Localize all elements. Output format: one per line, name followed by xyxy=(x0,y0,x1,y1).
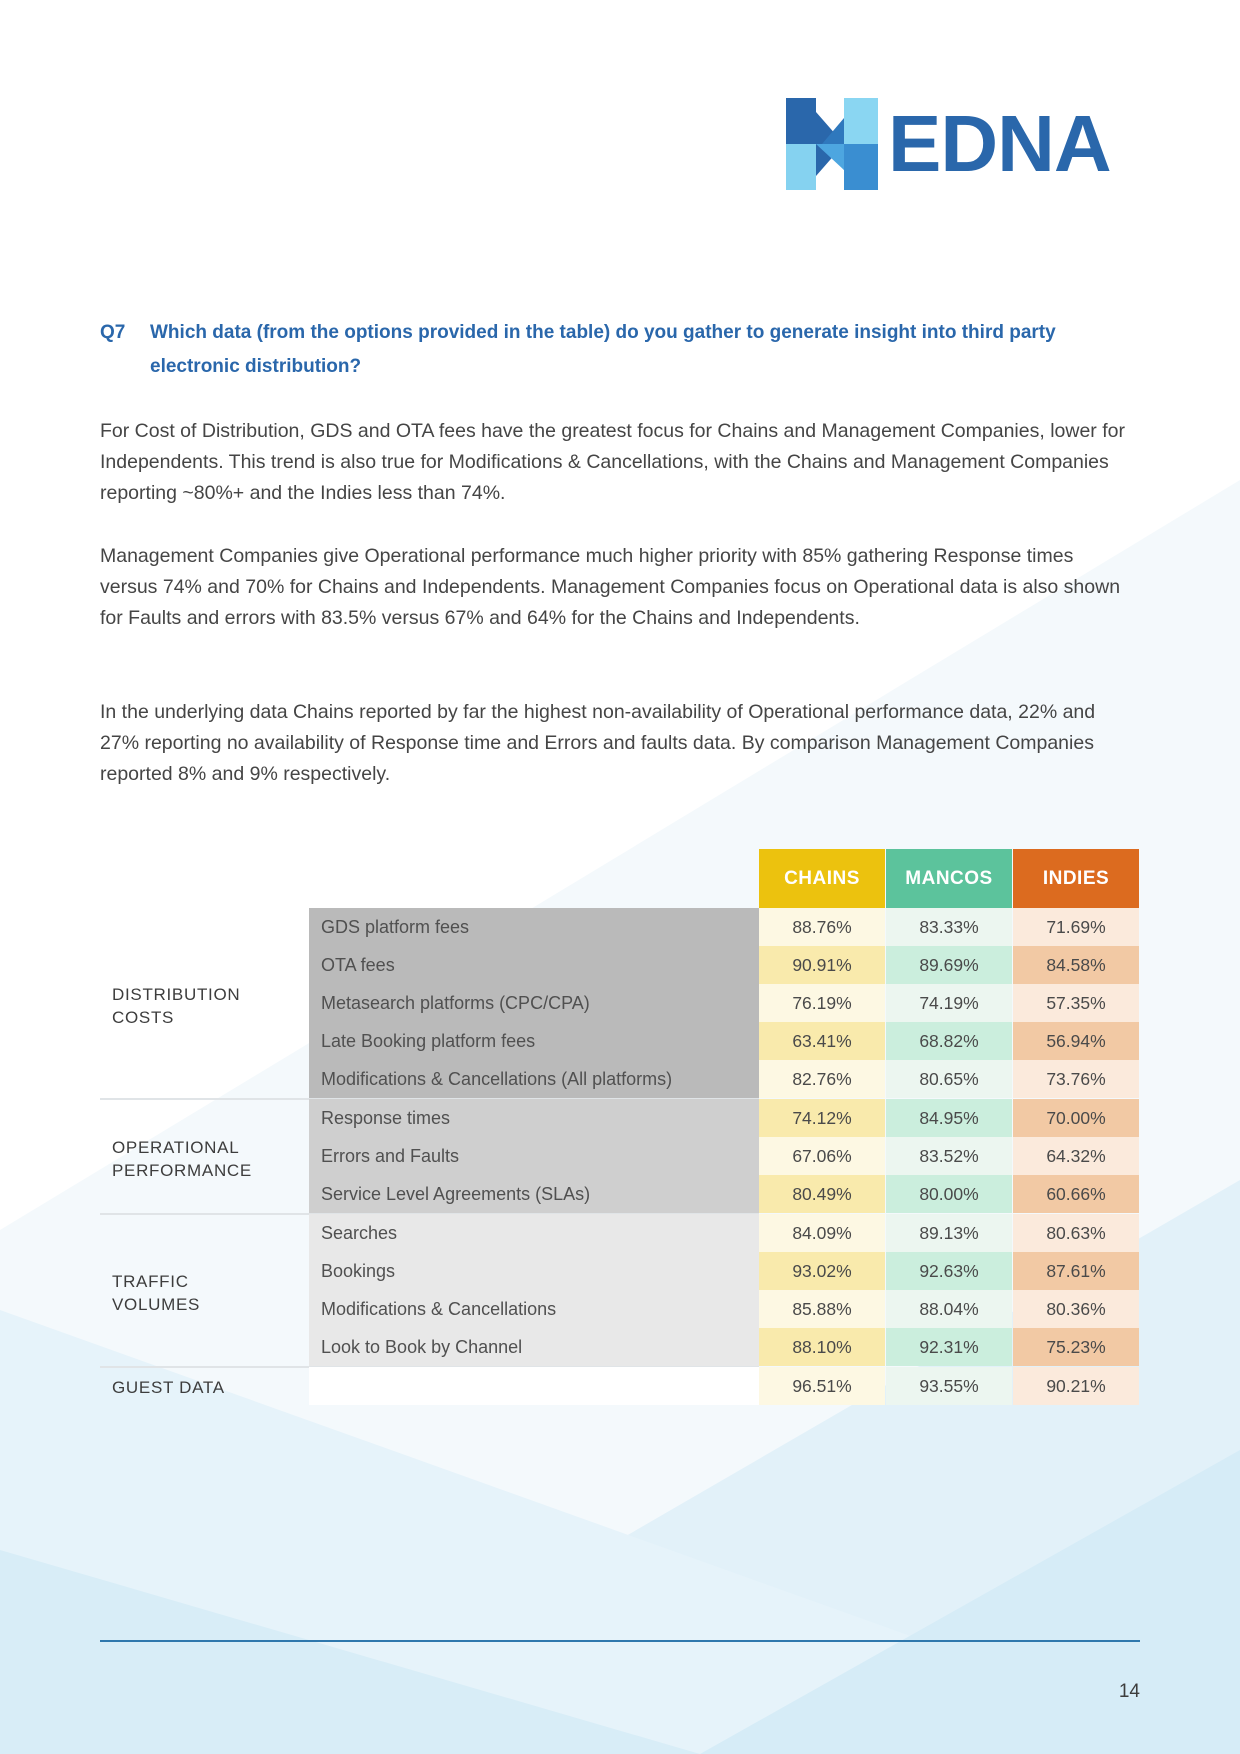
mancos-value: 83.52% xyxy=(886,1137,1012,1175)
chains-value: 93.02% xyxy=(759,1252,885,1290)
mancos-value: 92.31% xyxy=(886,1328,1012,1366)
chains-value: 88.10% xyxy=(759,1328,885,1366)
chains-value: 74.12% xyxy=(759,1099,885,1137)
table-row xyxy=(100,1099,1140,1137)
table-row xyxy=(100,1137,1140,1175)
question-number: Q7 xyxy=(100,322,126,343)
paragraph-non-availability: In the underlying data Chains reported by far the highest non-availability of Operational performance data, 22% and 27% reporting no availability of Response time and Errors and faults data. By comparison Management Companies reported 8% and 9% respectively. xyxy=(100,701,1096,785)
edna-logo xyxy=(786,98,1142,190)
chains-value: 96.51% xyxy=(759,1367,885,1405)
data-gathering-table xyxy=(100,849,1140,1409)
chains-value: 80.49% xyxy=(759,1175,885,1213)
indies-value: 84.58% xyxy=(1013,946,1139,984)
row-label: Modifications & Cancellations (All platforms) xyxy=(309,1060,759,1098)
row-label: Bookings xyxy=(309,1252,759,1290)
indies-value: 73.76% xyxy=(1013,1060,1139,1098)
mancos-value: 74.19% xyxy=(886,984,1012,1022)
group-label-line: DISTRIBUTION xyxy=(112,985,241,1004)
mancos-value: 80.65% xyxy=(886,1060,1012,1098)
table-row xyxy=(100,946,1140,984)
mancos-value: 89.13% xyxy=(886,1214,1012,1252)
indies-value: 80.63% xyxy=(1013,1214,1139,1252)
mancos-value: 88.04% xyxy=(886,1290,1012,1328)
row-label: OTA fees xyxy=(309,946,759,984)
indies-value: 60.66% xyxy=(1013,1175,1139,1213)
chains-value: 63.41% xyxy=(759,1022,885,1060)
chains-value: 67.06% xyxy=(759,1137,885,1175)
group-label-line: VOLUMES xyxy=(112,1295,201,1314)
column-header-chains: CHAINS xyxy=(759,849,885,908)
mancos-value: 68.82% xyxy=(886,1022,1012,1060)
indies-value: 71.69% xyxy=(1013,908,1139,946)
paragraph-operational-performance: Management Companies give Operational performance much higher priority with 85% gathering Response times versus 74% and 70% for Chains and Independents. Management Companies focus on Operational data is also shown for Faults and errors with 83.5% versus 67% and 64% for the Chains and Independents. xyxy=(100,545,1121,629)
mancos-value: 93.55% xyxy=(886,1367,1012,1405)
paragraph-cost-of-distribution: For Cost of Distribution, GDS and OTA fees have the greatest focus for Chains and Management Companies, lower for Independents. This trend is also true for Modifications & Cancellations, with the Chains and Management Companies reporting ~80%+ and the Indies less than 74%. xyxy=(100,420,1125,504)
group-label-line: OPERATIONAL xyxy=(112,1138,240,1157)
chains-value: 85.88% xyxy=(759,1290,885,1328)
chains-value: 84.09% xyxy=(759,1214,885,1252)
question-text: Which data (from the options provided in the table) do you gather to generate insight into third party electronic distribution? xyxy=(150,322,1056,377)
indies-value: 87.61% xyxy=(1013,1252,1139,1290)
table-row xyxy=(100,1367,1140,1405)
chains-value: 88.76% xyxy=(759,908,885,946)
row-label: Look to Book by Channel xyxy=(309,1328,759,1366)
group-label-line: PERFORMANCE xyxy=(112,1161,252,1180)
edna-logo-mark-icon xyxy=(786,98,878,190)
row-label: GDS platform fees xyxy=(309,908,759,946)
indies-value: 90.21% xyxy=(1013,1367,1139,1405)
logo-wordmark: EDNA xyxy=(888,99,1111,188)
table-row xyxy=(100,1022,1140,1060)
row-label: Searches xyxy=(309,1214,759,1252)
group-label-line: TRAFFIC xyxy=(112,1272,189,1291)
column-header-indies: INDIES xyxy=(1013,849,1139,908)
group-label-line: GUEST DATA xyxy=(112,1378,225,1397)
chains-value: 76.19% xyxy=(759,984,885,1022)
indies-value: 56.94% xyxy=(1013,1022,1139,1060)
row-label: Service Level Agreements (SLAs) xyxy=(309,1175,759,1213)
chains-value: 90.91% xyxy=(759,946,885,984)
mancos-value: 92.63% xyxy=(886,1252,1012,1290)
row-label: Late Booking platform fees xyxy=(309,1022,759,1060)
mancos-value: 84.95% xyxy=(886,1099,1012,1137)
indies-value: 75.23% xyxy=(1013,1328,1139,1366)
chains-value: 82.76% xyxy=(759,1060,885,1098)
row-label: Response times xyxy=(309,1099,759,1137)
indies-value: 80.36% xyxy=(1013,1290,1139,1328)
row-label: Metasearch platforms (CPC/CPA) xyxy=(309,984,759,1022)
mancos-value: 80.00% xyxy=(886,1175,1012,1213)
table-row xyxy=(100,1328,1140,1366)
page-number: 14 xyxy=(1118,1681,1140,1702)
table-row xyxy=(100,1214,1140,1252)
table-row xyxy=(100,1252,1140,1290)
row-label: Errors and Faults xyxy=(309,1137,759,1175)
indies-value: 57.35% xyxy=(1013,984,1139,1022)
indies-value: 70.00% xyxy=(1013,1099,1139,1137)
row-label: Modifications & Cancellations xyxy=(309,1290,759,1328)
mancos-value: 89.69% xyxy=(886,946,1012,984)
row-label xyxy=(309,1367,759,1405)
group-label-line: COSTS xyxy=(112,1008,175,1027)
table-row xyxy=(100,1290,1140,1328)
column-header-mancos: MANCOS xyxy=(886,849,1012,908)
table-row xyxy=(100,1060,1140,1098)
indies-value: 64.32% xyxy=(1013,1137,1139,1175)
footer-divider xyxy=(100,1640,1140,1642)
table-row xyxy=(100,984,1140,1022)
mancos-value: 83.33% xyxy=(886,908,1012,946)
table-row xyxy=(100,908,1140,946)
table-row xyxy=(100,1175,1140,1213)
